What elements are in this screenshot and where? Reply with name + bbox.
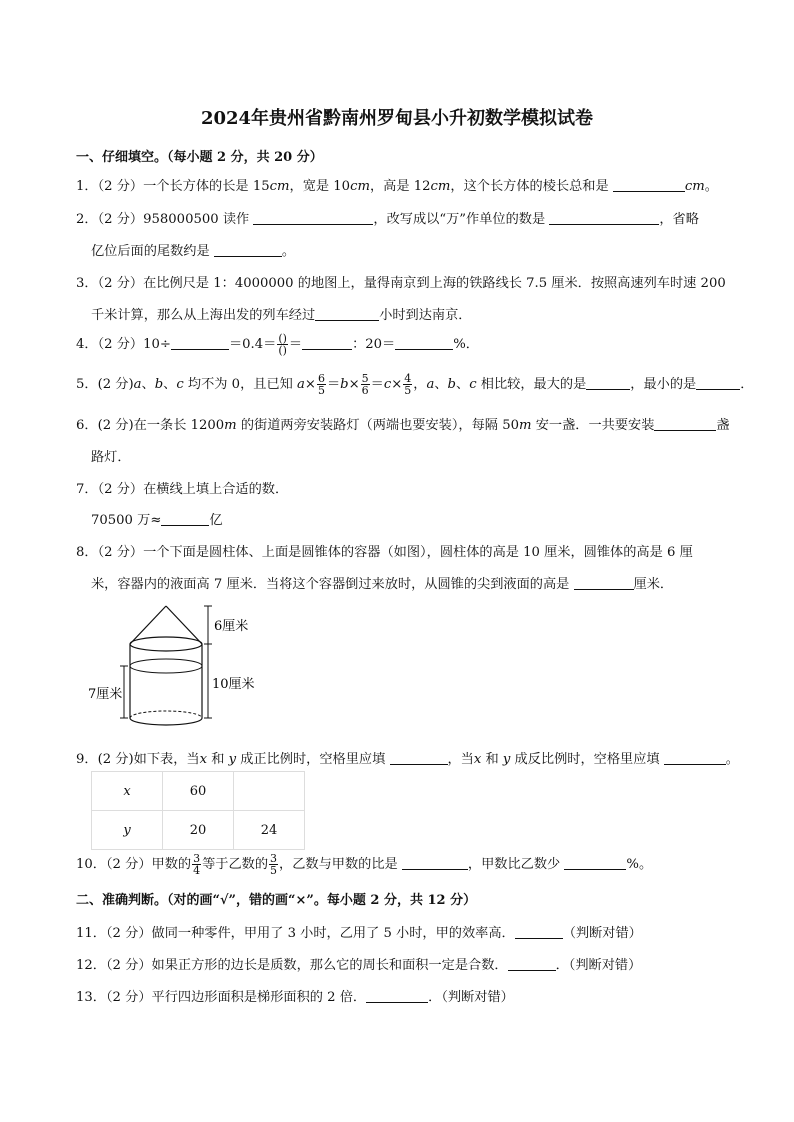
answer-blank[interactable] [366,990,428,1003]
fraction: $\frac{6}{5}$ [317,372,325,397]
question-6: 6．(2 分)在一条长 1200m 的街道两旁安装路灯（两端也要安装），每隔 50m 安一盏．一共要安装 盏 [76,418,730,433]
question-12: 12．（2 分）如果正方形的边长是质数，那么它的周长和面积一定是合数． ．（判断对错） [76,958,642,973]
answer-blank[interactable] [696,377,740,390]
table-row [92,772,305,811]
fraction: $\frac{5}{6}$ [361,372,369,397]
table-cell: 60 [163,772,234,811]
answer-blank[interactable] [395,337,453,350]
answer-blank[interactable] [402,857,468,870]
question-11: 11．（2 分）做同一种零件，甲用了 3 小时，乙用了 5 小时，甲的效率高． （判断对错） [76,926,642,941]
xy-table [91,771,305,850]
question-1: 1．（2 分）一个长方体的长是 15cm，宽是 10cm，高是 12cm，这个长方体的棱长总和是 cm。 [76,179,718,194]
question-8: 8．（2 分）一个下面是圆柱体、上面是圆锥体的容器（如图），圆柱体的高是 10 厘米，圆锥体的高是 6 厘 [76,545,693,560]
answer-blank[interactable] [214,244,282,257]
answer-blank[interactable] [315,308,379,321]
cylinder-top [130,637,202,651]
cylinder-bottom [130,718,202,725]
table-cell-blank[interactable] [234,772,305,811]
table-cell: 20 [163,811,234,850]
table-cell: x [92,772,163,811]
answer-blank[interactable] [549,212,659,225]
answer-blank[interactable] [574,577,634,590]
question-5: 5．(2 分)a、b、c 均不为 0，且已知 a× $\frac{6}{5}$ ＝b× $\frac{5}{6}$ ＝c× $\frac{4}{5}$ ，a、b、c 相比较，最大的是 ，最小的是 ． [76,372,754,397]
question-10: 10．（2 分）甲数的 $\frac{3}{4}$ 等于乙数的 $\frac{3}{5}$ ，乙数与甲数的比是 ，甲数比乙数少 %。 [76,852,653,877]
cylinder-height-label: 10厘米 [212,677,255,692]
cylinder-bottom-hidden [130,711,202,718]
fraction: $\frac{3}{5}$ [270,852,278,877]
fraction: $\frac{()}{()}$ [278,332,287,357]
exam-title: 2024年贵州省黔南州罗甸县小升初数学模拟试卷 [200,108,594,129]
question-9: 9．(2 分)如下表，当x 和 y 成正比例时，空格里应填 ，当x 和 y 成反比例时，空格里应填 。 [76,752,739,767]
answer-blank[interactable] [613,179,685,192]
answer-blank[interactable] [564,857,626,870]
answer-blank[interactable] [515,926,563,939]
liquid-height-label: 7厘米 [88,687,123,702]
liquid-surface [130,659,202,673]
question-6-cont: 路灯． [91,450,131,465]
section-2-heading: 二、准确判断。（对的画“√”，错的画“×”。每小题 2 分，共 12 分） [76,893,477,908]
answer-blank[interactable] [161,513,209,526]
question-2: 2．（2 分）958000500 读作 ，改写成以“万”作单位的数是 ，省略 [76,212,699,227]
table-cell: y [92,811,163,850]
answer-blank[interactable] [171,337,229,350]
answer-blank[interactable] [253,212,373,225]
fraction: $\frac{3}{4}$ [193,852,201,877]
question-3: 3．（2 分）在比例尺是 1：4000000 的地图上，量得南京到上海的铁路线长 7.5 厘米．按照高速列车时速 200 [76,276,726,291]
answer-blank[interactable] [664,752,726,765]
question-7: 7．（2 分）在横线上填上合适的数． [76,482,289,497]
answer-blank[interactable] [390,752,448,765]
question-7-cont: 70500 万≈ 亿 [91,513,223,528]
question-8-cont: 米，容器内的液面高 7 厘米．当将这个容器倒过来放时，从圆锥的尖到液面的高是 厘米． [91,577,674,592]
answer-blank[interactable] [586,377,630,390]
cone-height-label: 6厘米 [214,619,249,634]
question-13: 13．（2 分）平行四边形面积是梯形面积的 2 倍． ．（判断对错） [76,990,514,1005]
section-1-heading: 一、仔细填空。（每小题 2 分，共 20 分） [76,150,323,165]
answer-blank[interactable] [654,418,716,431]
answer-blank[interactable] [508,958,556,971]
table-row [92,811,305,850]
answer-blank[interactable] [302,337,352,350]
fraction: $\frac{4}{5}$ [404,372,412,397]
question-2-cont: 亿位后面的尾数约是 。 [91,244,296,259]
question-3-cont: 千米计算，那么从上海出发的列车经过 小时到达南京． [91,308,472,323]
table-cell: 24 [234,811,305,850]
cone-cylinder-figure [88,604,268,730]
question-4: 4．（2 分）10÷ ＝0.4＝ $\frac{()}{()}$ ＝ ：20＝ %． [76,332,479,357]
